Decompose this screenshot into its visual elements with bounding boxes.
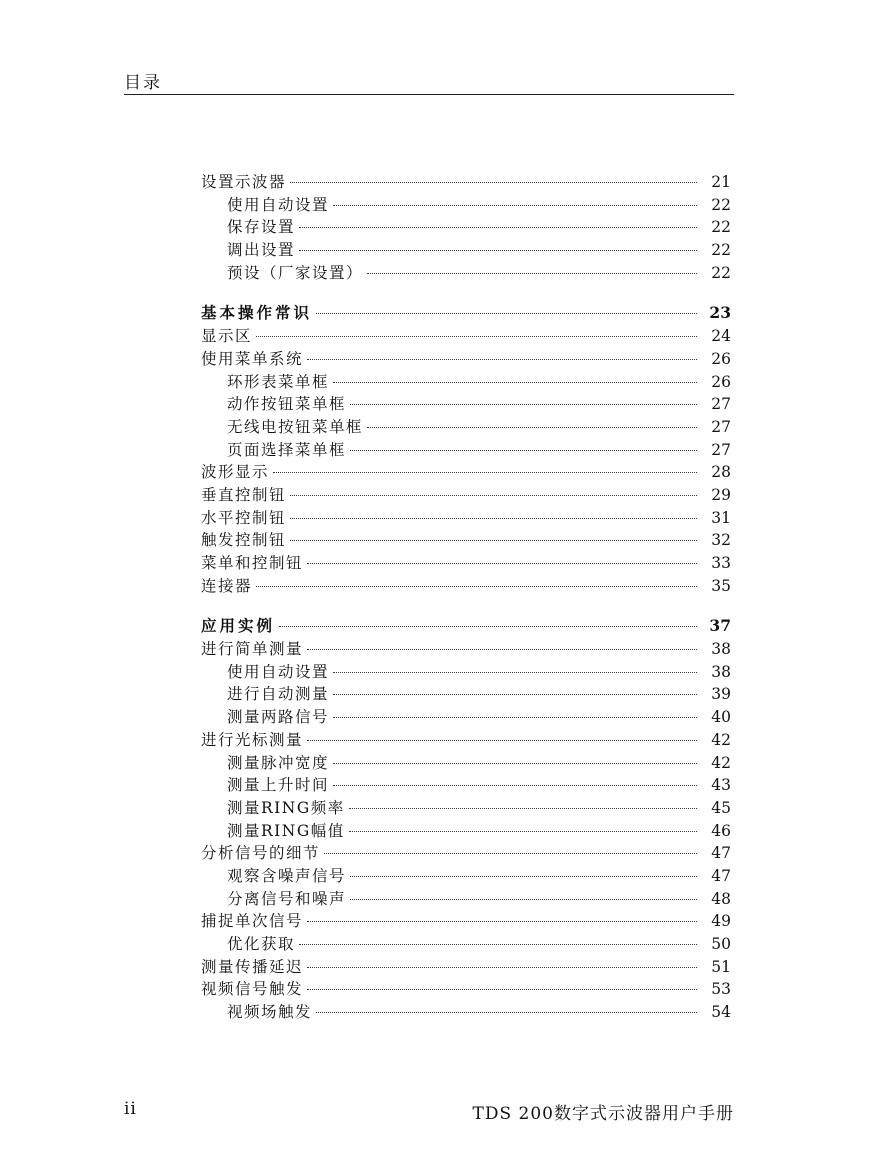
toc-chapter-entry[interactable] xyxy=(201,614,731,637)
toc-entry-label: 调出设置 xyxy=(227,241,296,260)
toc-entry[interactable] xyxy=(201,887,731,910)
toc-entry-page-number: 27 xyxy=(711,417,731,436)
toc-entry[interactable] xyxy=(201,438,731,461)
toc-entry-label: 使用自动设置 xyxy=(227,662,330,681)
toc-entry-label: 捕捉单次信号 xyxy=(201,912,304,931)
toc-entry-label: 环形表菜单框 xyxy=(227,372,330,391)
toc-entry-page-number: 32 xyxy=(711,531,731,550)
toc-entry[interactable] xyxy=(201,551,731,574)
toc-entry-page-number: 33 xyxy=(711,554,731,572)
toc-dot-leader xyxy=(256,336,697,337)
toc-dot-leader xyxy=(350,876,697,877)
toc-dot-leader xyxy=(349,831,697,832)
toc-dot-leader xyxy=(349,808,697,809)
toc-entry-label: 进行自动测量 xyxy=(227,685,330,704)
toc-dot-leader xyxy=(290,495,697,496)
toc-entry-page-number: 22 xyxy=(711,241,731,260)
toc-entry[interactable] xyxy=(201,796,731,819)
toc-entry[interactable] xyxy=(201,506,731,529)
toc-dot-leader xyxy=(299,227,697,228)
toc-entry-page-number: 42 xyxy=(711,753,731,772)
toc-entry-page-number: 38 xyxy=(711,662,731,681)
toc-entry[interactable] xyxy=(201,215,731,238)
toc-dot-leader xyxy=(290,182,697,183)
toc-dot-leader xyxy=(307,563,697,564)
toc-entry-label: 视频信号触发 xyxy=(201,980,304,999)
toc-entry-label: 连接器 xyxy=(201,576,253,595)
toc-entry-page-number: 31 xyxy=(711,508,731,527)
toc-entry-page-number: 22 xyxy=(711,263,731,282)
toc-entry[interactable] xyxy=(201,483,731,506)
toc-dot-leader xyxy=(299,250,697,251)
toc-dot-leader xyxy=(279,626,697,627)
page-number: ii xyxy=(124,1099,137,1119)
toc-dot-leader xyxy=(307,359,697,360)
toc-entry[interactable] xyxy=(201,751,731,774)
toc-entry-page-number: 35 xyxy=(711,576,731,595)
toc-entry-label: 分离信号和噪声 xyxy=(227,889,347,908)
toc-dot-leader xyxy=(307,649,697,650)
toc-entry-page-number: 26 xyxy=(711,372,731,391)
header-rule xyxy=(124,94,734,95)
toc-entry-label: 保存设置 xyxy=(227,218,296,237)
toc-entry[interactable] xyxy=(201,238,731,261)
toc-entry-page-number: 38 xyxy=(711,640,731,659)
toc-entry[interactable] xyxy=(201,819,731,842)
toc-entry-label: 触发控制钮 xyxy=(201,531,287,550)
toc-entry-label: 菜单和控制钮 xyxy=(201,554,304,572)
toc-entry-label: 应用实例 xyxy=(201,616,276,636)
toc-entry[interactable] xyxy=(201,864,731,887)
toc-chapter-entry[interactable] xyxy=(201,301,731,324)
toc-group-gap xyxy=(201,596,731,614)
toc-entry-page-number: 47 xyxy=(711,866,731,885)
toc-entry-label: 预设（厂家设置） xyxy=(227,263,364,282)
toc-entry[interactable] xyxy=(201,637,731,660)
toc-entry-page-number: 51 xyxy=(711,957,731,976)
toc-entry-page-number: 50 xyxy=(711,935,731,953)
toc-entry[interactable] xyxy=(201,460,731,483)
toc-entry-label: 测量上升时间 xyxy=(227,776,330,795)
toc-entry-label: 分析信号的细节 xyxy=(201,844,321,863)
toc-entry-label: 无线电按钮菜单框 xyxy=(227,417,364,436)
toc-dot-leader xyxy=(350,899,697,900)
toc-entry-label: 动作按钮菜单框 xyxy=(227,395,347,414)
toc-entry-page-number: 21 xyxy=(711,173,731,191)
toc-entry-page-number: 23 xyxy=(709,303,731,323)
footer-product-title: TDS 200数字式示波器用户手册 xyxy=(472,1104,734,1124)
toc-entry-page-number: 53 xyxy=(711,980,731,999)
toc-dot-leader xyxy=(333,694,697,695)
toc-entry-label: 页面选择菜单框 xyxy=(227,440,347,459)
toc-entry-page-number: 40 xyxy=(711,708,731,727)
toc-entry-label: 进行简单测量 xyxy=(201,640,304,659)
toc-entry-label: 波形显示 xyxy=(201,463,270,482)
toc-dot-leader xyxy=(324,853,697,854)
toc-entry[interactable] xyxy=(201,932,731,955)
toc-entry-page-number: 37 xyxy=(709,616,731,636)
toc-dot-leader xyxy=(256,586,697,587)
toc-entry[interactable] xyxy=(201,392,731,415)
toc-dot-leader xyxy=(350,450,697,451)
toc-entry-label: 测量两路信号 xyxy=(227,708,330,727)
toc-dot-leader xyxy=(367,427,697,428)
toc-entry-label: 视频场触发 xyxy=(227,1003,313,1022)
toc-entry[interactable] xyxy=(201,841,731,864)
toc-entry-page-number: 39 xyxy=(711,685,731,704)
toc-entry-label: 测量脉冲宽度 xyxy=(227,753,330,772)
toc-entry-page-number: 27 xyxy=(711,440,731,459)
toc-entry-page-number: 27 xyxy=(711,395,731,414)
toc-dot-leader xyxy=(350,404,697,405)
toc-entry-label: 显示区 xyxy=(201,327,253,346)
toc-dot-leader xyxy=(333,763,697,764)
toc-entry[interactable] xyxy=(201,909,731,932)
toc-entry[interactable] xyxy=(201,773,731,796)
toc-entry-label: 测量传播延迟 xyxy=(201,957,304,976)
toc-entry-label: 进行光标测量 xyxy=(201,730,304,749)
toc-entry-label: 测量RING频率 xyxy=(227,798,345,817)
toc-entry[interactable] xyxy=(201,528,731,551)
toc-entry[interactable] xyxy=(201,1000,731,1023)
toc-dot-leader xyxy=(307,740,697,741)
toc-entry[interactable] xyxy=(201,728,731,751)
toc-entry-page-number: 29 xyxy=(711,485,731,504)
toc-entry-label: 使用菜单系统 xyxy=(201,349,304,368)
toc-entry[interactable] xyxy=(201,977,731,1000)
toc-entry-page-number: 48 xyxy=(711,889,731,908)
toc-entry-label: 观察含噪声信号 xyxy=(227,866,347,885)
toc-entry[interactable] xyxy=(201,261,731,284)
toc-dot-leader xyxy=(333,205,697,206)
toc-entry[interactable] xyxy=(201,324,731,347)
toc-entry-page-number: 22 xyxy=(711,218,731,237)
toc-dot-leader xyxy=(316,313,697,314)
toc-entry-page-number: 28 xyxy=(711,463,731,482)
toc-dot-leader xyxy=(333,672,697,673)
toc-entry-label: 垂直控制钮 xyxy=(201,485,287,504)
toc-entry[interactable] xyxy=(201,415,731,438)
toc-entry-page-number: 47 xyxy=(711,844,731,863)
toc-entry-page-number: 54 xyxy=(711,1003,731,1022)
toc-entry[interactable] xyxy=(201,660,731,683)
toc-entry-page-number: 26 xyxy=(711,349,731,368)
toc-dot-leader xyxy=(333,717,697,718)
table-of-contents xyxy=(201,170,731,1023)
toc-entry[interactable] xyxy=(201,682,731,705)
toc-entry-page-number: 43 xyxy=(711,776,731,795)
toc-dot-leader xyxy=(307,989,697,990)
toc-entry[interactable] xyxy=(201,574,731,597)
toc-entry-label: 使用自动设置 xyxy=(227,195,330,214)
toc-entry-label: 设置示波器 xyxy=(201,173,287,191)
toc-dot-leader xyxy=(367,273,697,274)
toc-dot-leader xyxy=(333,785,697,786)
toc-entry-page-number: 42 xyxy=(711,730,731,749)
toc-entry-page-number: 22 xyxy=(711,195,731,214)
toc-entry[interactable] xyxy=(201,193,731,216)
toc-dot-leader xyxy=(307,967,697,968)
toc-dot-leader xyxy=(316,1012,697,1013)
toc-entry[interactable] xyxy=(201,705,731,728)
toc-dot-leader xyxy=(290,540,697,541)
toc-entry-page-number: 45 xyxy=(711,798,731,817)
toc-dot-leader xyxy=(333,382,697,383)
toc-entry-label: 水平控制钮 xyxy=(201,508,287,527)
toc-entry-page-number: 46 xyxy=(711,821,731,840)
toc-dot-leader xyxy=(299,944,697,945)
toc-entry[interactable] xyxy=(201,955,731,978)
toc-entry-label: 优化获取 xyxy=(227,935,296,953)
toc-dot-leader xyxy=(273,472,697,473)
toc-dot-leader xyxy=(307,921,697,922)
toc-entry-page-number: 24 xyxy=(711,327,731,346)
toc-entry-page-number: 49 xyxy=(711,912,731,931)
toc-group-gap xyxy=(201,283,731,301)
toc-entry[interactable] xyxy=(201,170,731,193)
toc-entry-label: 测量RING幅值 xyxy=(227,821,345,840)
toc-entry-label: 基本操作常识 xyxy=(201,303,313,323)
toc-dot-leader xyxy=(290,518,697,519)
toc-entry[interactable] xyxy=(201,370,731,393)
toc-entry[interactable] xyxy=(201,347,731,370)
running-head-title: 目录 xyxy=(124,73,162,93)
